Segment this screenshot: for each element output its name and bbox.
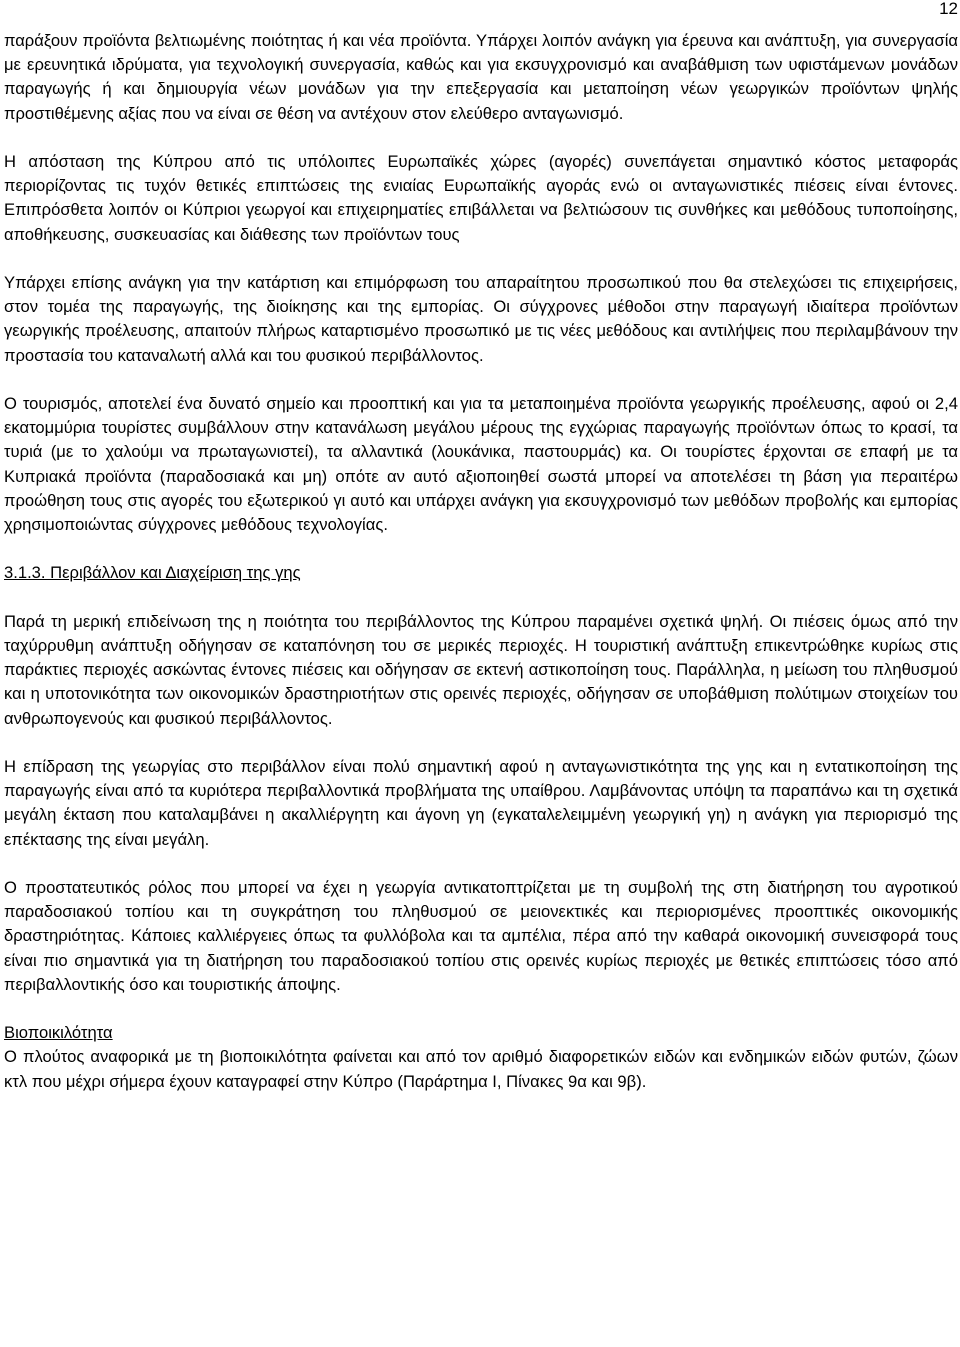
paragraph-distance-markets: Η απόσταση της Κύπρου από τις υπόλοιπες Ευρωπαϊκές χώρες (αγορές) συνεπάγεται σημαντικό κόστος μεταφοράς περιορίζοντας τις τυχόν θετικές επιπτώσεις της ενιαίας Ευρωπαϊκής αγοράς ενώ οι ανταγωνιστικές πιέσεις είναι έντονες. Επιπρόσθετα λοιπόν οι Κύπριοι γεωργοί και επιχειρηματίες επιβάλλεται να βελτιώσουν τις συνθήκες και μεθόδους τυποποίησης, αποθήκευσης, συσκευασίας και διάθεσης των προϊόντων τους xyxy=(4,152,958,244)
section-heading xyxy=(4,561,958,585)
paragraph-agriculture-impact: Η επίδραση της γεωργίας στο περιβάλλον είναι πολύ σημαντική αφού η ανταγωνιστικότητα της γης και η εντατικοποίηση της παραγωγής είναι από τα κυριότερα περιβαλλοντικά προβλήματα της υπαίθρου. Λαμβάνοντας υπόψη τα παραπάνω και τη σχετικά μεγάλη έκταση που καταλαμβάνει η ακαλλιέργητη και άγονη γη (εγκαταλελειμμένη γεωργική γη) η ανάγκη για περιορισμό της επέκτασης της είναι μεγάλη. xyxy=(4,757,958,849)
document-body xyxy=(4,29,958,1094)
section-heading-text: 3.1.3. Περιβάλλον και Διαχείριση της γης xyxy=(4,563,301,583)
paragraph-training: Υπάρχει επίσης ανάγκη για την κατάρτιση και επιμόρφωση του απαραίτητου προσωπικού που θα στελεχώσει τις επιχειρήσεις, στον τομέα της παραγωγής, της διοίκησης και της εμπορίας. Οι σύγχρονες μέθοδοι στην παραγωγή ιδιαίτερα προϊόντων γεωργικής προέλευσης, απαιτούν πλήρως καταρτισμένο προσωπικό με τις νέες μεθόδους και αντιλήψεις που περιλαμβάνουν την προστασία του καταναλωτή αλλά και του φυσικού περιβάλλοντος. xyxy=(4,273,958,365)
paragraph-environment-quality: Παρά τη μερική επιδείνωση της η ποιότητα του περιβάλλοντος της Κύπρου παραμένει σχετικά ψηλή. Οι πιέσεις όμως από την ταχύρρυθμη ανάπτυξη οδήγησαν σε καταπόνηση του σε μερικές περιοχές. Η τουριστική ανάπτυξη επικεντρώθηκε κυρίως στις παράκτιες περιοχές ασκώντας έντονες πιέσεις και οδήγησαν σε εκτενή αστικοποίηση τους. Παράλληλα, η μείωση του πληθυσμού και η υποτονικότητα των οικονομικών δραστηριοτήτων στις ορεινές περιοχές, οδήγησαν σε υποβάθμιση πολύτιμων στοιχείων του ανθρωπογενούς και φυσικού περιβάλλοντος. xyxy=(4,611,958,728)
paragraph-protective-role: Ο προστατευτικός ρόλος που μπορεί να έχει η γεωργία αντικατοπτρίζεται με τη συμβολή της στη διατήρηση του αγροτικού παραδοσιακού τοπίου και τη συγκράτηση του πληθυσμού σε μειονεκτικές και περιορισμένες προοπτικές οικονομικής δραστηριότητας. Κάποιες καλλιέργειες όπως τα φυλλόβολα και τα αμπέλια, πέρα από την καθαρά οικονομική συνεισφορά τους είναι πιο σημαντικά για τη διατήρηση του παραδοσιακού τοπίου στις ορεινές κυρίως περιοχές με θετικές επιπτώσεις τόσο από περιβαλλοντικής όσο και τουριστικής άποψης. xyxy=(4,878,958,994)
subheading-biodiversity: Βιοποικιλότητα xyxy=(4,1023,113,1043)
paragraph-tourism: Ο τουρισμός, αποτελεί ένα δυνατό σημείο και προοπτική και για τα μεταποιημένα προϊόντα γεωργικής προέλευσης, αφού οι 2,4 εκατομμύρια τουρίστες συμβάλλουν στην κατανάλωση μεγάλου μέρους της εγχώριας παραγωγής προϊόντων όπως το κρασί, τα τυριά (με το χαλούμι να πρωταγωνιστεί), τα αλλαντικά (λουκάνικα, παστουρμάς) κα. Οι τουρίστες έρχονται σε επαφή με τα Κυπριακά προϊόντα (παραδοσιακά και μη) οπότε αν αυτό αξιοποιηθεί σωστά μπορεί να αποτελέσει τη βάση για περαιτέρω προώθηση τους στις αγορές του εξωτερικού γι αυτό και υπάρχει ανάγκη για εκσυγχρονισμό των μεθόδων προβολής και εμπορίας χρησιμοποιώντας σύγχρονες μεθόδους τεχνολογίας. xyxy=(4,394,958,535)
page-number: 12 xyxy=(939,0,958,18)
paragraph-research-development: παράξουν προϊόντα βελτιωμένης ποιότητας ή και νέα προϊόντα. Υπάρχει λοιπόν ανάγκη για έρευνα και ανάπτυξη, για συνεργασία με ερευνητικά ιδρύματα, για τεχνολογική συνεργασία, καθώς και για εκσυγχρονισμό και αναβάθμιση των υφιστάμενων μονάδων παραγωγής ή και δημιουργία νέων μονάδων για την επεξεργασία και μεταποίηση νέων γεωργικών προϊόντων ψηλής προστιθέμενης αξίας που να είναι σε θέση να αντέχουν στον ελεύθερο ανταγωνισμό. xyxy=(4,31,958,123)
paragraph-biodiversity: Ο πλούτος αναφορικά με τη βιοποικιλότητα φαίνεται και από τον αριθμό διαφορετικών ειδών και ενδημικών ειδών φυτών, ζώων κτλ που μέχρι σήμερα έχουν καταγραφεί στην Κύπρο (Παράρτημα Ι, Πίνακες 9α και 9β). xyxy=(4,1047,958,1091)
